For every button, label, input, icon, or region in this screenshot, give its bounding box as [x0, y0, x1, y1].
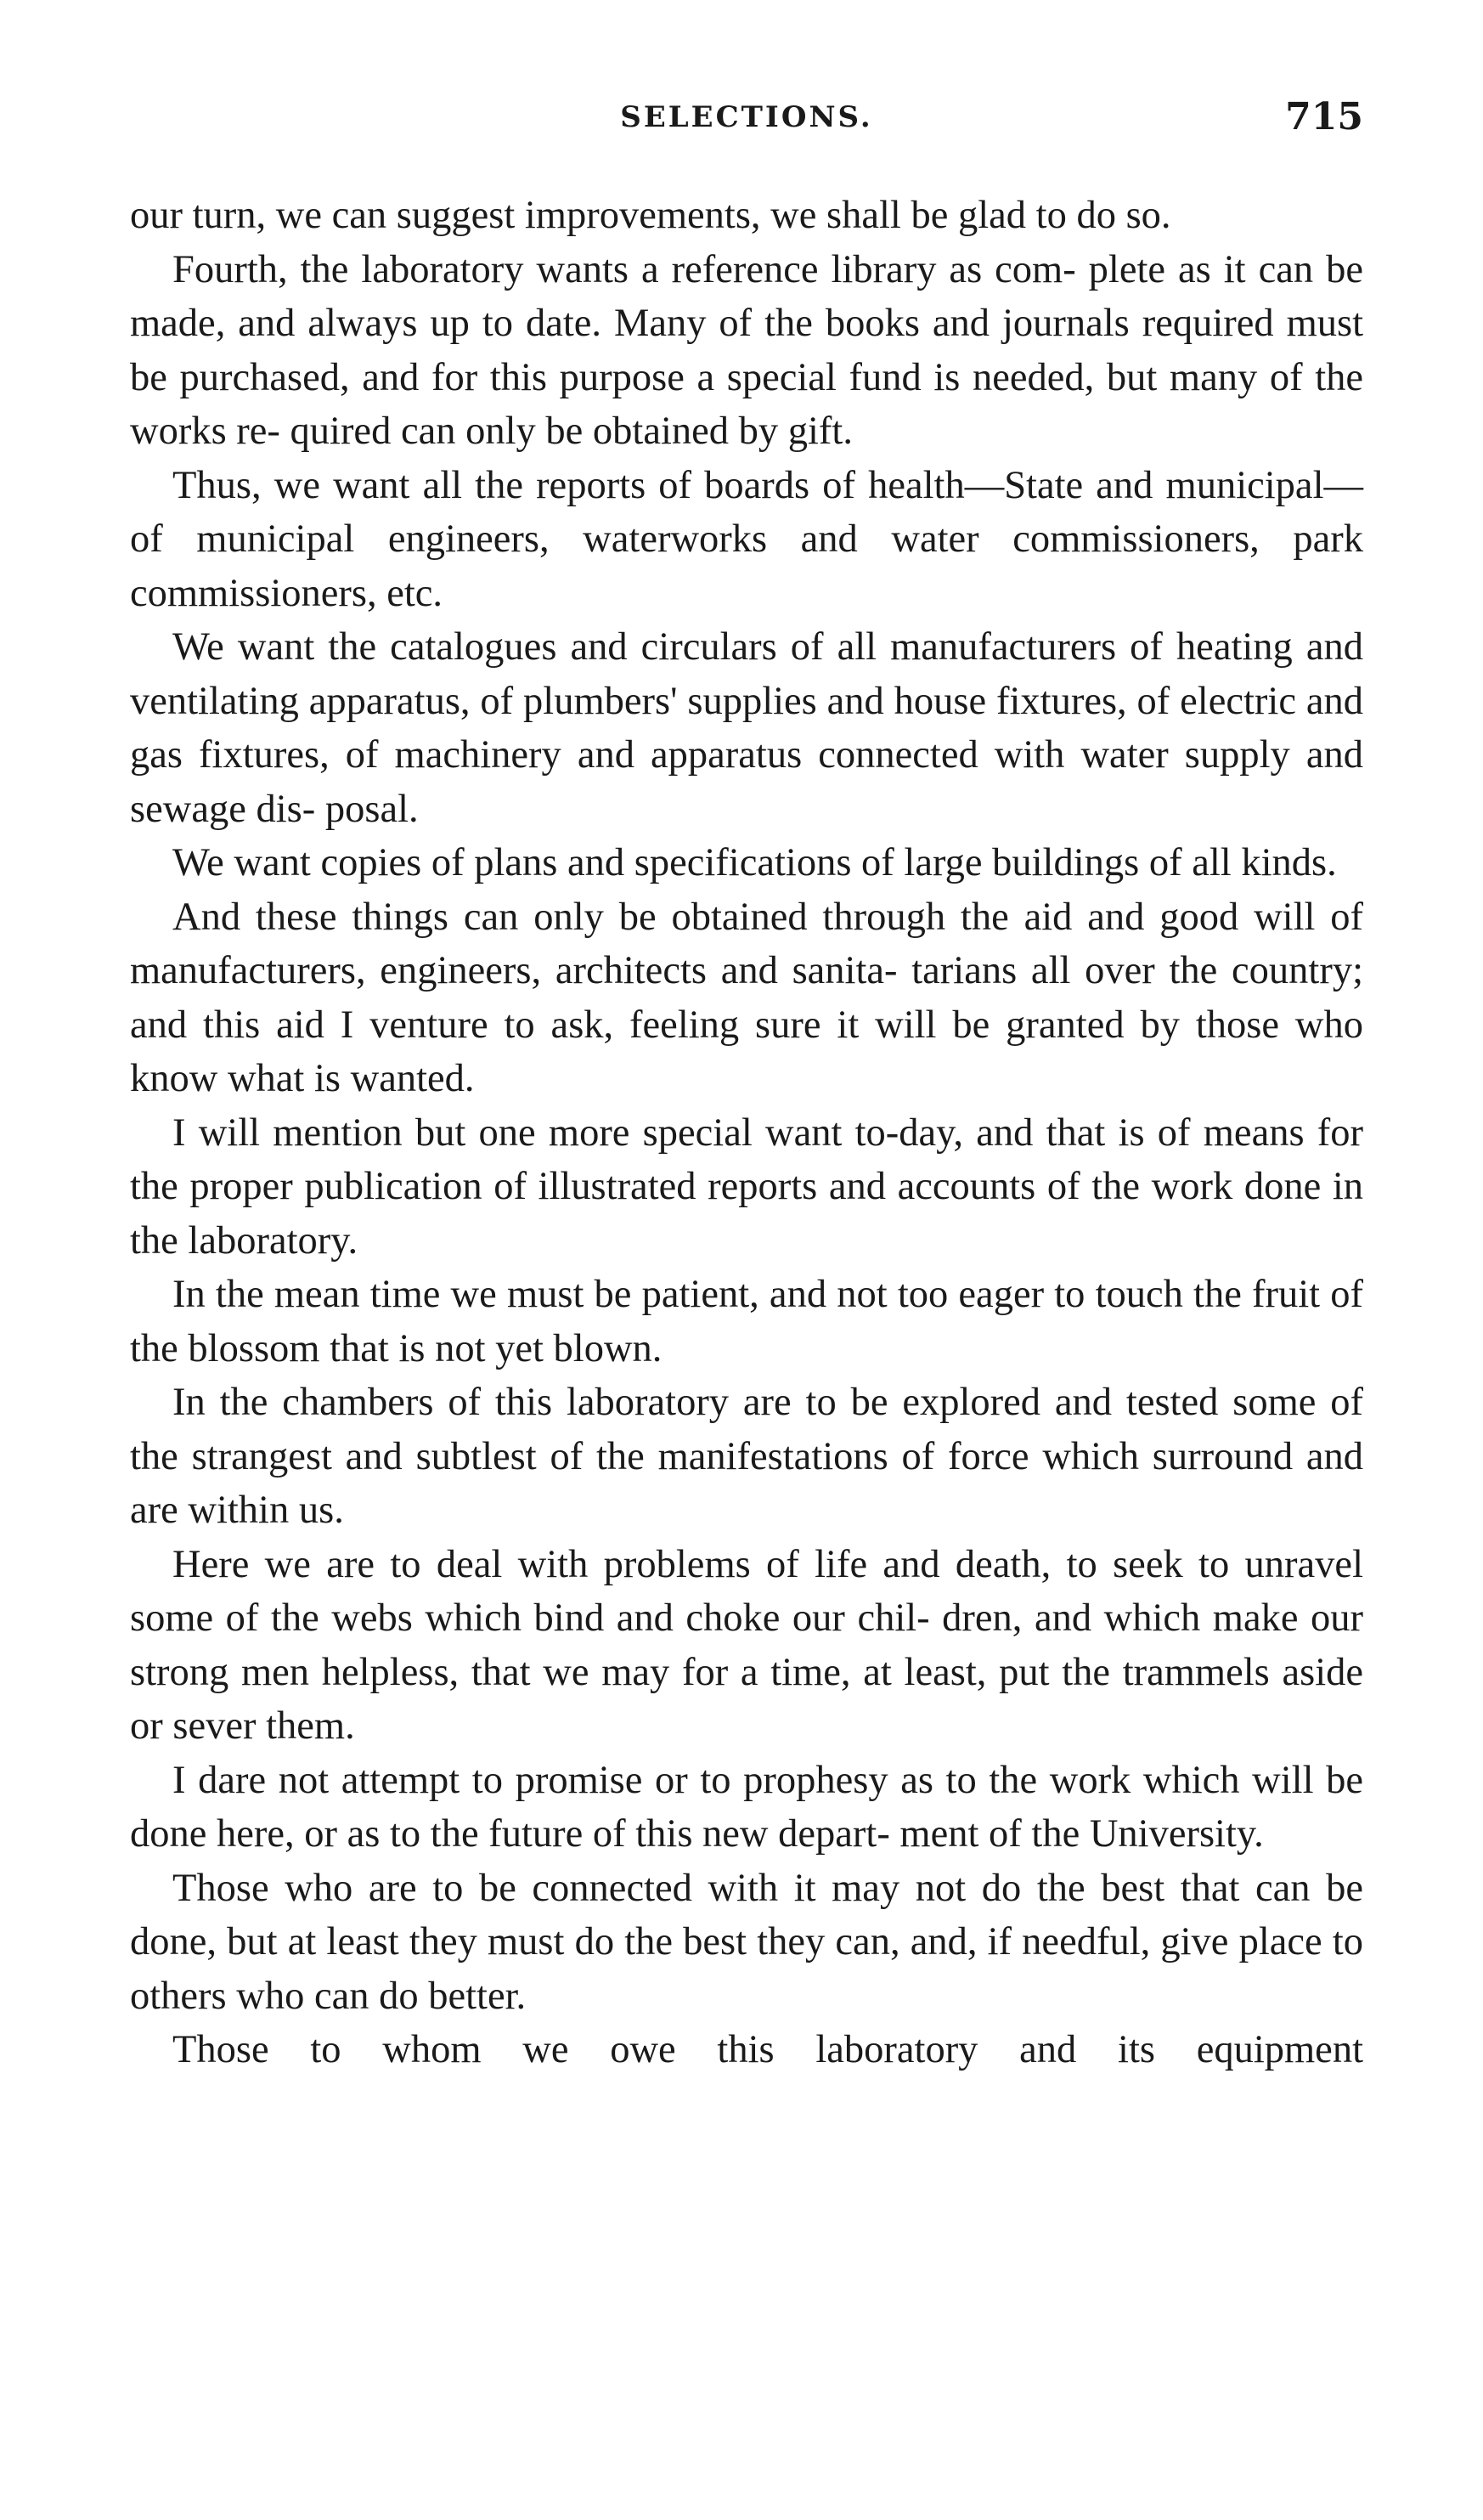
paragraph: In the chambers of this laboratory are to be explored and tested some of the strangest and subtlest of the manifestations of force which surround and are within us. — [130, 1381, 1363, 1532]
paragraph: Those who are to be connected with it may not do the best that can be done, but at least they must do the best they can, and, if needful, give place to others who can do better. — [130, 1866, 1363, 2018]
paragraph: I dare not attempt to promise or to prophesy as to the work which will be done here, or as to the future of this new depart- ment of the University. — [130, 1758, 1363, 1856]
paragraph: In the mean time we must be patient, and not too eager to touch the fruit of the blossom that is not yet blown. — [130, 1273, 1363, 1370]
paragraph: And these things can only be obtained through the aid and good will of manufacturers, engineers, architects and sanita- tarians all over the country; and this aid I venture to ask, feeling sure it will be granted by those who know what is wanted. — [130, 895, 1363, 1100]
paragraph: We want the catalogues and circulars of all manufacturers of heating and ventilating apparatus, of plumbers' supplies and house fixtures, of electric and gas fixtures, of machinery and apparatus connected with water supply and sewage dis- posal. — [130, 625, 1363, 831]
page-number: 715 — [1285, 95, 1363, 138]
paragraph: Here we are to deal with problems of life and death, to seek to unravel some of the webs which bind and choke our chil- dren, and which make our strong men helpless, that we may for a time, at least, put the trammels aside or sever them. — [130, 1542, 1363, 1748]
paragraph: our turn, we can suggest improvements, we shall be glad to do so. — [130, 194, 1171, 237]
paragraph: Fourth, the laboratory wants a reference library as com- plete as it can be made, and always up to date. Many of the books and journals required must be purchased, and for this purpose a special fund is needed, but many of the works re- quired can only be obtained by gift. — [130, 247, 1363, 453]
running-title: SELECTIONS. — [620, 100, 873, 134]
paragraph: I will mention but one more special want to-day, and that is of means for the proper publication of illustrated reports and accounts of the work done in the laboratory. — [130, 1110, 1363, 1263]
running-header — [130, 95, 1363, 151]
paragraph: Thus, we want all the reports of boards of health—State and municipal—of municipal engineers, waterworks and water commissioners, park commissioners, etc. — [130, 463, 1363, 615]
body-text — [130, 189, 1363, 2077]
paragraph: We want copies of plans and specifications of large buildings of all kinds. — [172, 841, 1337, 884]
paragraph: Those to whom we owe this laboratory and its equipment — [172, 2028, 1363, 2071]
